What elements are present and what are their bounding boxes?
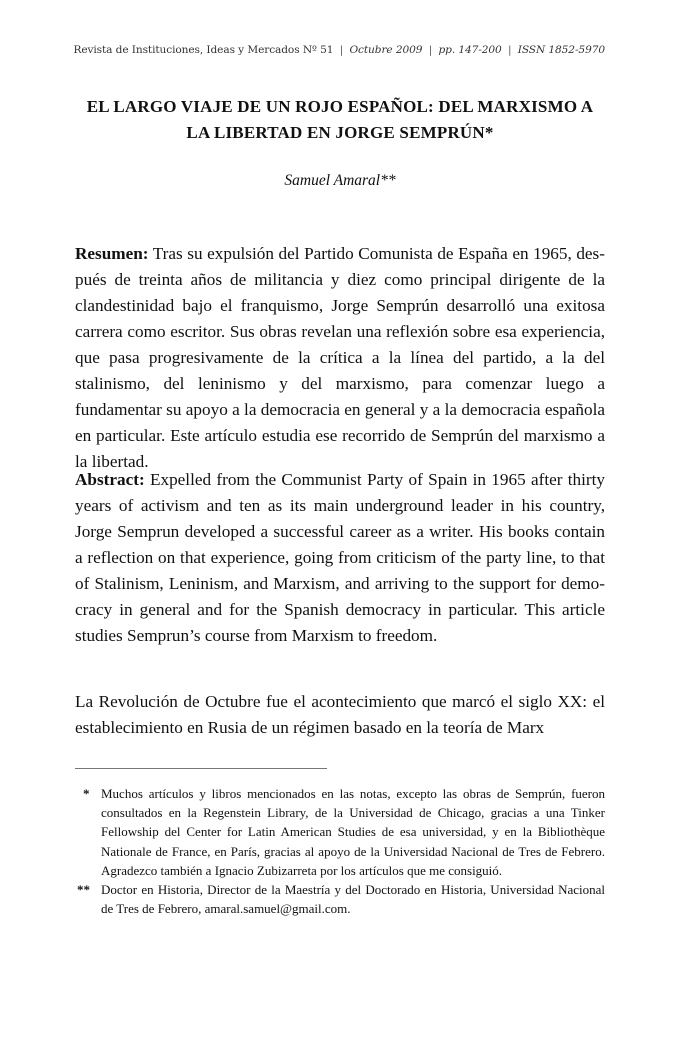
abstract-text: Expelled from the Communist Party of Spain in 1965 after thirty years of activism and ten as its main underground leader in his country, Jorge Semprun developed a successful career as a writer. His books contain a reflection on that experience, going from criticism of the party line, to that of Stalinism, Leninism, and Marxism, and arriving to the support for democracy in general and for the Spanish democracy in particular. This article studies Semprun’s course from Marxism to freedom. (75, 470, 605, 645)
separator: | (428, 44, 433, 56)
resumen-label: Resumen: (75, 244, 149, 263)
footnote-2 (77, 880, 605, 918)
issue-date: Octubre 2009 (349, 44, 423, 56)
abstract-paragraph (75, 467, 605, 649)
body-paragraph: La Revolución de Octubre fue el acontecimiento que marcó el siglo XX: el establecimiento en Rusia de un régimen basado en la teoría de Marx (75, 692, 605, 737)
footnote-separator (75, 768, 327, 769)
issn: ISSN 1852-5970 (517, 44, 605, 56)
footnote-marker: ** (77, 882, 90, 897)
resumen-paragraph (75, 241, 605, 475)
title-line-1: EL LARGO VIAJE DE UN ROJO ESPAÑOL: DEL MARXISMO A (86, 97, 594, 116)
article-title (70, 94, 610, 146)
separator: | (339, 44, 344, 56)
page-range: pp. 147-200 (438, 44, 502, 56)
title-line-2: LA LIBERTAD EN JORGE SEMPRÚN* (186, 123, 494, 142)
running-head (60, 44, 605, 56)
footnote-marker: * (83, 786, 90, 801)
resumen-text: Tras su expulsión del Partido Comunista de España en 1965, después de treinta años de militancia y diez como principal dirigente de la clandestinidad bajo el franquismo, Jorge Semprún desarrolló una exitosa carrera como escritor. Sus obras revelan una reflexión sobre esa experiencia, que pasa progresivamente de la crítica a la línea del partido, a la del stalinismo, del leninismo y del marxismo, para comenzar luego a fundamentar su apoyo a la democracia en general y a la democracia española en particular. Este artículo estudia ese recorrido de Semprún del marxismo a la libertad. (75, 244, 605, 471)
abstract-label: Abstract: (75, 470, 145, 489)
footnote-text: Muchos artículos y libros mencionados en las notas, excepto las obras de Semprún, fueron consultados en la Regenstein Library, de la Universidad de Chicago, gracias a una Tinker Fellowship del Center for Latin American Studies de esa universidad, y en la Bibliothèque Nationale de France, en París, gracias al apoyo de la Universidad Nacional de Tres de Febrero. Agradezco también a Ignacio Zubizarreta por los artículos que me consiguió. (101, 786, 605, 878)
author-name: Samuel Amaral** (284, 172, 396, 189)
journal-name: Revista de Instituciones, Ideas y Mercados Nº 51 (73, 44, 334, 56)
footnote-text: Doctor en Historia, Director de la Maestría y del Doctorado en Historia, Universidad Nacional de Tres de Febrero, amaral.samuel@gmail.com. (101, 882, 605, 917)
footnote-1 (83, 784, 605, 880)
separator: | (507, 44, 512, 56)
